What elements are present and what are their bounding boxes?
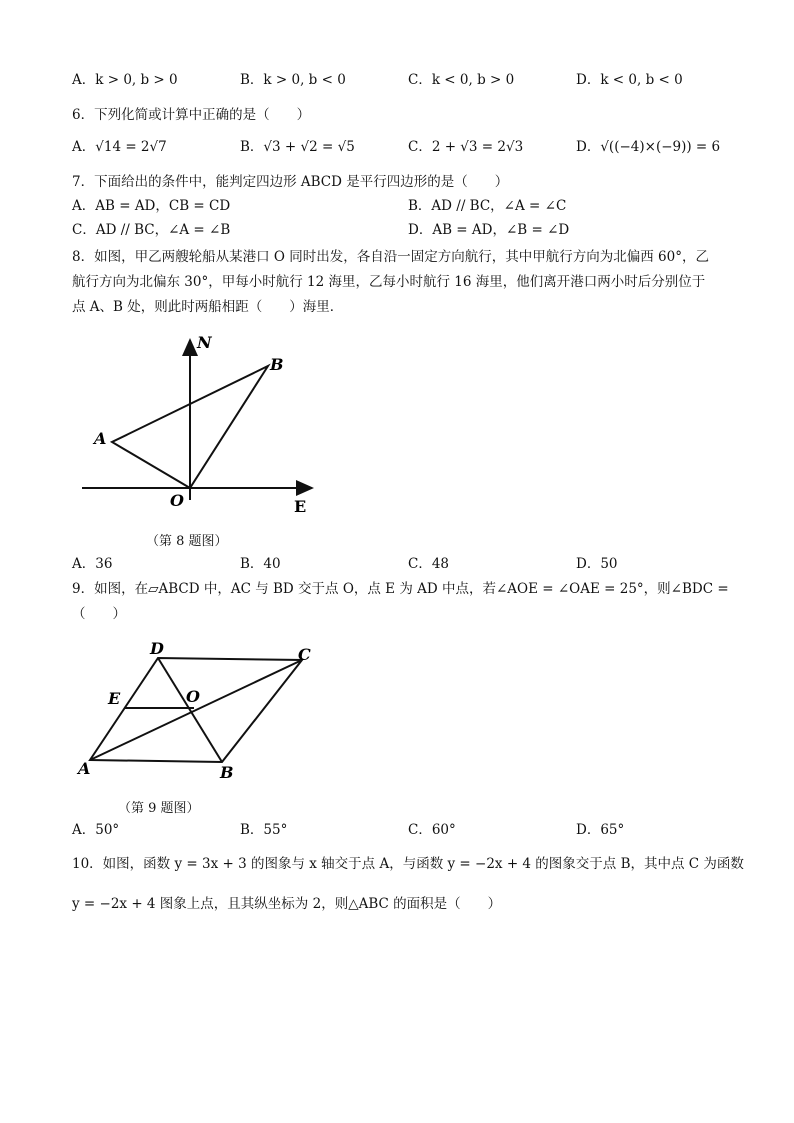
q9-option-a: A．50° <box>72 822 120 838</box>
q8-line-3: 点 A、B 处，则此时两船相距（ ）海里． <box>72 299 344 315</box>
q9-figure <box>72 636 332 786</box>
q7-option-c: C．AD // BC，∠A = ∠B <box>72 222 231 238</box>
q10-line-2: y = −2x + 4 图象上点，且其纵坐标为 2，则△ABC 的面积是（ ） <box>72 896 502 912</box>
q9-option-c: C．60° <box>408 822 456 838</box>
q8-option-d: D．50 <box>576 556 618 572</box>
q7-stem: 7．下面给出的条件中，能判定四边形 ABCD 是平行四边形的是（ ） <box>72 174 509 190</box>
q9-line-1: 9．如图，在▱ABCD 中，AC 与 BD 交于点 O，点 E 为 AD 中点，若∠AOE = ∠OAE = 25°，则∠BDC = <box>72 581 729 597</box>
q6-option-d: D．√((−4)×(−9)) = 6 <box>576 139 721 155</box>
q8-option-c: C．48 <box>408 556 450 572</box>
q6-option-a: A．√14 = 2√7 <box>72 139 167 155</box>
q6-stem: 6．下列化简或计算中正确的是（ ） <box>72 107 311 123</box>
q7-option-a: A．AB = AD，CB = CD <box>72 198 231 214</box>
q8-label-e: E <box>294 497 307 516</box>
q9-option-b: B．55° <box>240 822 288 838</box>
q7-option-b: B．AD // BC，∠A = ∠C <box>408 198 567 214</box>
q9-line-2: （ ） <box>72 606 126 622</box>
q8-line-2: 航行方向为北偏东 30°，甲每小时航行 12 海里，乙每小时航行 16 海里，他们离开港口两小时后分别位于 <box>72 274 706 290</box>
q8-label-b: B <box>270 355 284 374</box>
q9-option-d: D．65° <box>576 822 625 838</box>
q6-option-b: B．√3 + √2 = √5 <box>240 139 355 155</box>
q9-label-d: D <box>150 639 164 658</box>
q7-option-d: D．AB = AD，∠B = ∠D <box>408 222 570 238</box>
q8-option-a: A．36 <box>72 556 113 572</box>
q8-label-o: O <box>170 491 184 510</box>
q9-label-c: C <box>298 645 311 664</box>
q6-option-c: C．2 + √3 = 2√3 <box>408 139 524 155</box>
q8-figure-caption: （第 8 题图） <box>146 534 228 549</box>
q5-option-b: B．k > 0, b < 0 <box>240 72 346 88</box>
q5-option-a: A．k > 0, b > 0 <box>72 72 178 88</box>
q8-label-a: A <box>94 429 107 448</box>
q8-option-b: B．40 <box>240 556 281 572</box>
q5-option-d: D．k < 0, b < 0 <box>576 72 683 88</box>
q8-label-n: N <box>197 333 212 352</box>
q5-option-c: C．k < 0, b > 0 <box>408 72 515 88</box>
q10-line-1: 10．如图，函数 y = 3x + 3 的图象与 x 轴交于点 A，与函数 y = −2x + 4 的图象交于点 B，其中点 C 为函数 <box>72 856 744 872</box>
q9-diagonal-bd <box>158 658 222 762</box>
q9-label-e: E <box>108 689 121 708</box>
q9-label-b: B <box>220 763 234 782</box>
q8-figure <box>72 330 322 520</box>
q9-label-a: A <box>78 759 91 778</box>
q9-diagonal-ac <box>90 660 302 760</box>
q8-line-1: 8．如图，甲乙两艘轮船从某港口 O 同时出发，各自沿一固定方向航行，其中甲航行方向为北偏西 60°，乙 <box>72 249 709 265</box>
q9-label-o: O <box>186 687 200 706</box>
q9-figure-caption: （第 9 题图） <box>118 801 200 816</box>
